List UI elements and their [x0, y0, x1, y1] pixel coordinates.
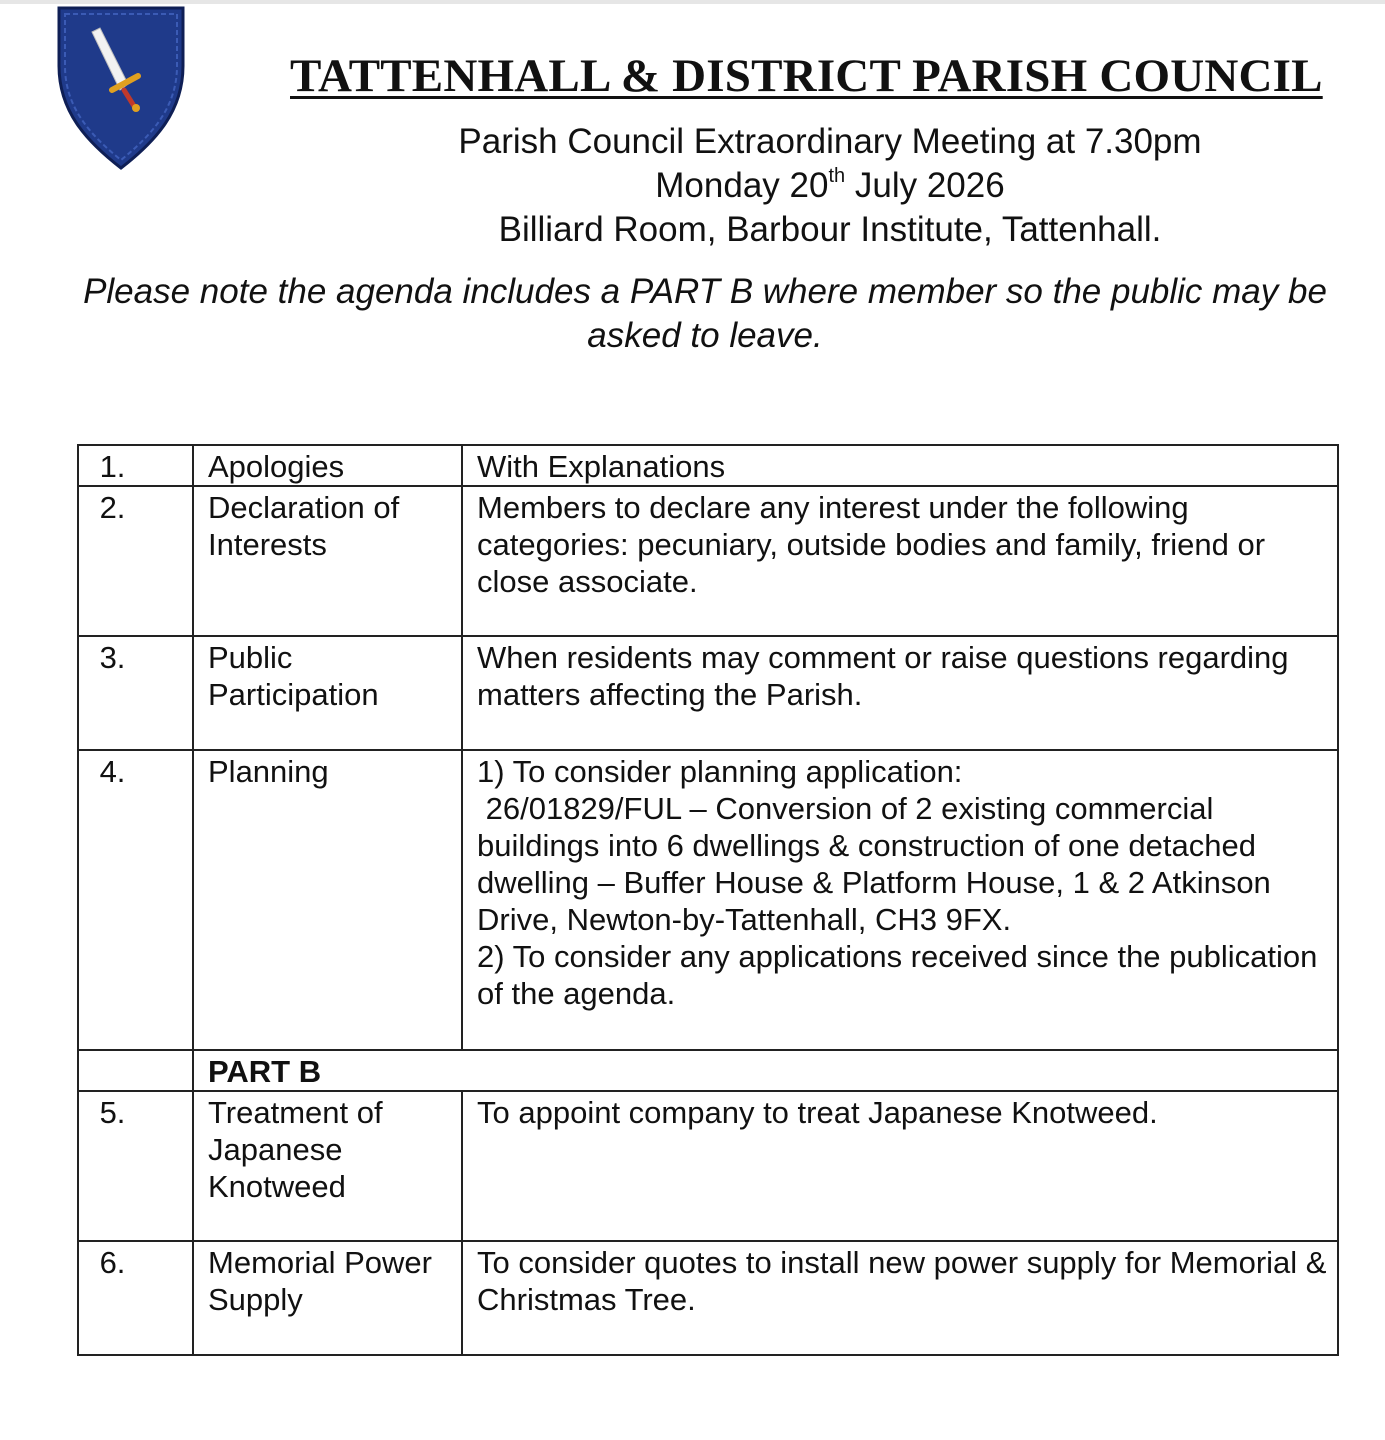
item-number: 2.	[78, 486, 193, 636]
item-title: Public Participation	[193, 636, 462, 750]
item-number: 6.	[78, 1241, 193, 1355]
planning-line-1: 1) To consider planning application:	[477, 754, 963, 789]
agenda-row	[78, 1241, 1338, 1355]
item-title: Planning	[193, 750, 462, 1050]
item-number: 4.	[78, 750, 193, 1050]
agenda-table	[77, 444, 1339, 1356]
item-title: Memorial Power Supply	[193, 1241, 462, 1355]
planning-line-2: 26/01829/FUL – Conversion of 2 existing commercial buildings into 6 dwellings & construction of one detached dwelling – Buffer House & Platform House, 1 & 2 Atkinson Drive, Newton-by-Tattenhall, CH3 9FX.	[477, 791, 1280, 937]
agenda-row	[78, 445, 1338, 486]
meeting-date-ordinal: th	[828, 165, 846, 188]
item-number: 1.	[78, 445, 193, 486]
meeting-date	[330, 164, 1330, 208]
meeting-date-day: Monday 20	[655, 166, 829, 205]
meeting-venue: Billiard Room, Barbour Institute, Tattenhall.	[498, 210, 1162, 249]
item-description	[462, 750, 1338, 1050]
parish-crest-icon	[56, 6, 186, 170]
agenda-row	[78, 486, 1338, 636]
planning-line-3: 2) To consider any applications received since the publication of the agenda.	[477, 939, 1318, 1011]
agenda-row	[78, 636, 1338, 750]
meeting-title: Parish Council Extraordinary Meeting at 7.30pm	[458, 122, 1202, 161]
council-name-heading: TATTENHALL & DISTRICT PARISH COUNCIL	[290, 50, 1323, 102]
part-b-spacer	[78, 1050, 193, 1091]
meeting-details	[330, 120, 1330, 252]
part-b-row	[78, 1050, 1338, 1091]
page-top-edge	[0, 0, 1385, 4]
item-description: Members to declare any interest under the following categories: pecuniary, outside bodies and family, friend or close associate.	[462, 486, 1338, 636]
item-title: Apologies	[193, 445, 462, 486]
part-b-label: PART B	[193, 1050, 1338, 1091]
agenda-row	[78, 1091, 1338, 1241]
notice-line-2: asked to leave.	[587, 316, 823, 355]
item-description: When residents may comment or raise questions regarding matters affecting the Parish.	[462, 636, 1338, 750]
notice-line-1: Please note the agenda includes a PART B where member so the public may be	[83, 272, 1327, 311]
item-number: 3.	[78, 636, 193, 750]
item-title: Treatment of Japanese Knotweed	[193, 1091, 462, 1241]
part-b-notice	[0, 270, 1385, 358]
agenda-row	[78, 750, 1338, 1050]
meeting-date-rest: July 2026	[845, 166, 1005, 205]
item-description: With Explanations	[462, 445, 1338, 486]
item-description: To consider quotes to install new power supply for Memorial & Christmas Tree.	[462, 1241, 1338, 1355]
item-number: 5.	[78, 1091, 193, 1241]
item-description: To appoint company to treat Japanese Knotweed.	[462, 1091, 1338, 1241]
item-title: Declaration of Interests	[193, 486, 462, 636]
